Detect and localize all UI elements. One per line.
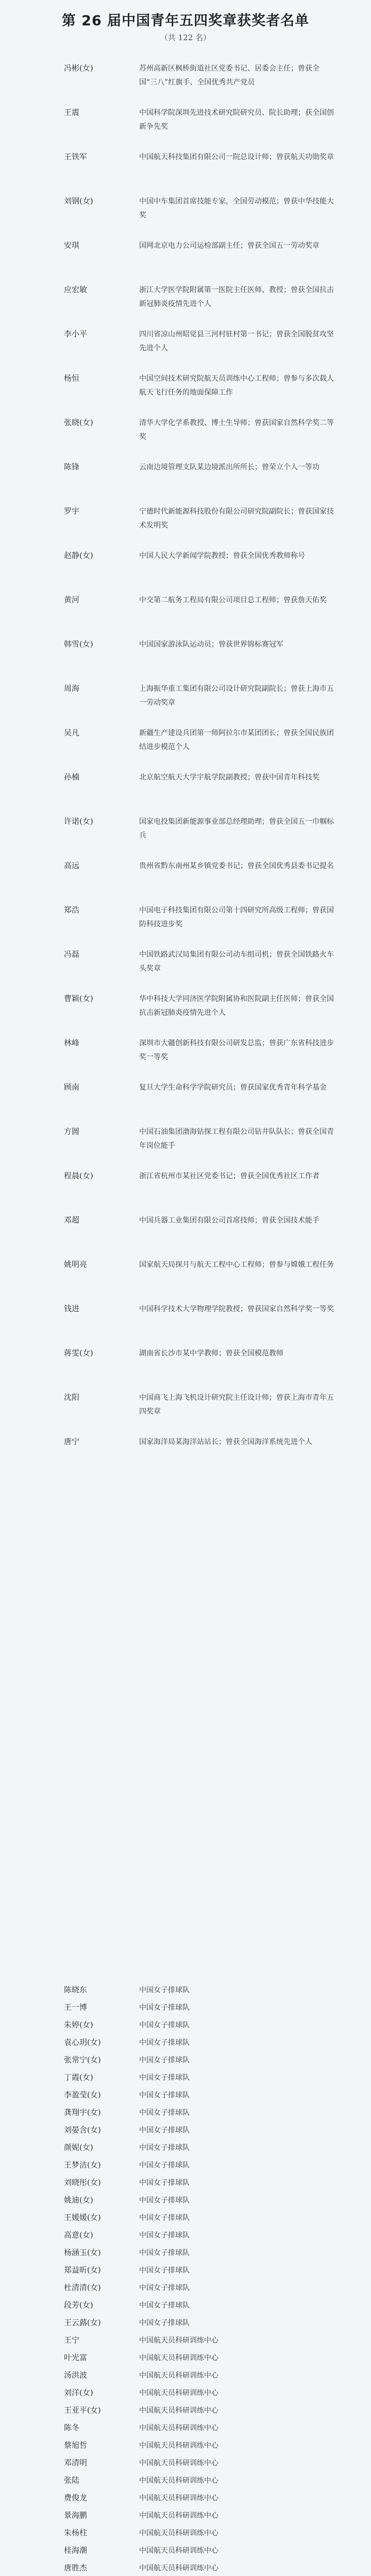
award-name: 高意(女) [64, 2230, 93, 2240]
entry-name: 钱进 [64, 1304, 80, 1313]
award-name: 王云蕗(女) [64, 2318, 101, 2327]
entry-name: 韩雪(女) [64, 639, 93, 649]
entry-name: 蒋雯(女) [64, 1348, 93, 1358]
entry-name: 邓超 [64, 1215, 80, 1225]
entry-description: 贵州省黔东南州某乡镇党委书记；曾获全国优秀县委书记提名 [139, 862, 334, 870]
entry-name: 赵静(女) [64, 551, 93, 560]
award-team: 中国航天员科研训练中心 [139, 2494, 218, 2502]
award-name: 叶光富 [64, 2353, 88, 2362]
award-team: 中国航天员科研训练中心 [139, 2547, 218, 2555]
entry-name: 张晓(女) [64, 418, 93, 427]
page-title: 第 26 届中国青年五四奖章获奖者名单 [61, 13, 310, 29]
entry-name: 方圆 [64, 1127, 80, 1136]
award-name: 邓清明 [64, 2458, 88, 2467]
entry-description: 中国科学技术大学物理学院教授；曾获国家自然科学奖一等奖 [139, 1305, 334, 1313]
award-name: 桂海潮 [64, 2546, 88, 2555]
entry-name: 杨恒 [64, 374, 80, 383]
award-team: 中国航天员科研训练中心 [139, 2406, 218, 2415]
award-name: 费俊龙 [64, 2493, 88, 2502]
award-name: 王梦洁(女) [64, 2160, 101, 2170]
entry-description: 华中科技大学同济医学院附属协和医院副主任医师；曾获全国抗击新冠肺炎疫情先进个人 [139, 995, 334, 1017]
award-name: 杨涵玉(女) [64, 2248, 101, 2257]
award-team: 中国女子排球队 [139, 2074, 190, 2082]
award-team: 中国航天员科研训练中心 [139, 2512, 218, 2520]
award-name: 王一博 [64, 2003, 88, 2012]
award-team: 中国航天员科研训练中心 [139, 2529, 218, 2537]
entry-description: 复旦大学生命科学学院研究员；曾获国家优秀青年科学基金 [139, 1083, 327, 1092]
entry-description: 深圳市大疆创新科技有限公司研发总监；曾获广东省科技进步奖一等奖 [139, 1039, 334, 1061]
entry-description: 国家航天局探月与航天工程中心工程师；曾参与嫦娥工程任务 [139, 1261, 334, 1269]
award-team: 中国女子排球队 [139, 2091, 190, 2099]
award-name: 朱杨柱 [64, 2528, 88, 2537]
entry-name: 罗宇 [64, 506, 80, 516]
award-name: 王宁 [64, 2335, 80, 2345]
award-team: 中国女子排球队 [139, 2319, 190, 2327]
award-team: 中国女子排球队 [139, 2109, 190, 2117]
entry-description: 国家电投集团新能源事业部总经理助理；曾获全国五一巾帼标兵 [139, 818, 334, 840]
entry-name: 黄河 [64, 595, 80, 604]
entry-name: 李小平 [64, 329, 88, 338]
entry-name: 王震 [64, 108, 80, 117]
entry-description: 浙江大学医学院附属第一医院主任医师、教授；曾获全国抗击新冠肺炎疫情先进个人 [139, 286, 334, 308]
award-team: 中国女子排球队 [139, 2144, 190, 2152]
entry-description: 中国人民大学新闻学院教授；曾获全国优秀教师称号 [139, 552, 305, 560]
award-team: 中国女子排球队 [139, 2021, 190, 2029]
entry-description: 湖南省长沙市某中学教师；曾获全国模范教师 [139, 1349, 283, 1358]
entry-name: 周海 [64, 684, 80, 693]
entry-name: 顾南 [64, 1082, 80, 1092]
award-team: 中国女子排球队 [139, 2284, 190, 2292]
entry-description: 中国铁路武汉局集团有限公司动车组司机；曾获全国铁路火车头奖章 [139, 951, 334, 973]
award-name: 陈晓东 [64, 1985, 88, 1994]
entry-name: 刘钢(女) [64, 196, 93, 206]
award-team: 中国女子排球队 [139, 2266, 190, 2275]
page-subtitle: （共 122 名） [160, 33, 211, 42]
entry-description: 中国航天科技集团有限公司一院总设计师；曾获航天功勋奖章 [139, 153, 334, 161]
award-team: 中国航天员科研训练中心 [139, 2442, 218, 2450]
entry-description: 北京航空航天大学宇航学院副教授；曾获中国青年科技奖 [139, 773, 319, 782]
entry-description: 中国商飞上海飞机设计研究院主任设计师；曾获上海市青年五四奖章 [139, 1394, 334, 1416]
entry-name: 吴凡 [64, 728, 80, 737]
award-name: 刘洋(女) [64, 2388, 93, 2397]
entry-name: 沈阳 [64, 1393, 80, 1402]
entry-name: 孙楠 [64, 772, 80, 782]
entry-description: 四川省凉山州昭觉县三河村驻村第一书记；曾获全国脱贫攻坚先进个人 [139, 330, 334, 352]
entry-name: 姚明亮 [64, 1260, 88, 1269]
award-name: 汤洪波 [64, 2370, 88, 2380]
award-team: 中国航天员科研训练中心 [139, 2354, 218, 2362]
entry-name: 程晨(女) [64, 1171, 93, 1180]
award-team: 中国女子排球队 [139, 2126, 190, 2134]
entry-name: 林峰 [64, 1038, 80, 1047]
award-name: 颜妮(女) [64, 2143, 93, 2152]
entry-name: 许诺(女) [64, 817, 93, 826]
entry-name: 唐宁 [64, 1437, 80, 1446]
award-team: 中国女子排球队 [139, 1986, 190, 1994]
entry-description: 中国中车集团首席技能专家，全国劳动模范；曾获中华技能大奖 [139, 197, 334, 219]
award-team: 中国航天员科研训练中心 [139, 2459, 218, 2467]
entry-name: 陈锋 [64, 462, 80, 471]
award-team: 中国航天员科研训练中心 [139, 2477, 218, 2485]
award-team: 中国女子排球队 [139, 2179, 190, 2187]
award-name: 袁心玥(女) [64, 2038, 101, 2047]
award-name: 丁霞(女) [64, 2073, 93, 2082]
entry-description: 中交第二航务工程局有限公司项目总工程师；曾获詹天佑奖 [139, 596, 327, 604]
entry-name: 冯彬(女) [64, 63, 93, 73]
entry-description: 苏州高新区枫桥街道社区党委书记、居委会主任；曾获全国“三八”红旗手、全国优秀共产党员 [139, 64, 319, 87]
award-team: 中国女子排球队 [139, 2039, 190, 2047]
entry-name: 安琪 [64, 241, 80, 250]
award-name: 景海鹏 [64, 2511, 88, 2520]
award-name: 蔡旭哲 [64, 2441, 88, 2450]
award-name: 郑益昕(女) [64, 2265, 101, 2275]
award-team: 中国航天员科研训练中心 [139, 2336, 218, 2345]
award-name: 朱婷(女) [64, 2020, 93, 2029]
award-name: 张常宁(女) [64, 2055, 101, 2064]
award-name: 姚迪(女) [64, 2195, 93, 2205]
entry-name: 王铁军 [64, 152, 88, 161]
entry-description: 浙江省杭州市某社区党委书记；曾获全国优秀社区工作者 [139, 1172, 319, 1180]
award-team: 中国航天员科研训练中心 [139, 2564, 218, 2572]
entry-description: 中国空间技术研究院航天员训练中心工程师；曾参与多次载人航天飞行任务的地面保障工作 [139, 375, 334, 397]
award-team: 中国航天员科研训练中心 [139, 2389, 218, 2397]
award-name: 唐胜杰 [64, 2563, 88, 2572]
entry-description: 国家海洋局某海洋站站长；曾获全国海洋系统先进个人 [139, 1438, 312, 1446]
award-name: 王媛媛(女) [64, 2213, 101, 2222]
award-team: 中国女子排球队 [139, 2231, 190, 2240]
award-name: 王亚平(女) [64, 2405, 101, 2415]
award-name: 陈冬 [64, 2423, 80, 2432]
entry-name: 应宏敏 [64, 285, 88, 294]
entry-description: 中国科学院深圳先进技术研究院研究员、院长助理；获全国创新争先奖 [139, 109, 334, 131]
award-name: 刘晓彤(女) [64, 2178, 101, 2187]
award-team: 中国航天员科研训练中心 [139, 2371, 218, 2380]
entry-description: 清华大学化学系教授、博士生导师；曾获国家自然科学奖二等奖 [139, 419, 334, 441]
award-team: 中国女子排球队 [139, 2249, 190, 2257]
award-name: 李盈莹(女) [64, 2090, 101, 2099]
award-name: 张陆 [64, 2476, 80, 2485]
award-team: 中国女子排球队 [139, 2301, 190, 2310]
award-team: 中国女子排球队 [139, 2004, 190, 2012]
award-team: 中国女子排球队 [139, 2196, 190, 2205]
entry-description: 国网北京电力公司运检部副主任；曾获全国五一劳动奖章 [139, 242, 319, 250]
entry-description: 中国石油集团渤海钻探工程有限公司钻井队队长；曾获全国青年岗位能手 [139, 1128, 334, 1150]
award-team: 中国女子排球队 [139, 2161, 190, 2170]
award-name: 杜清清(女) [64, 2283, 101, 2292]
entry-description: 宁德时代新能源科技股份有限公司研究院副院长；曾获国家技术发明奖 [139, 507, 334, 530]
award-name: 龚翔宇(女) [64, 2108, 101, 2117]
entry-name: 高远 [64, 861, 80, 870]
entry-description: 中国电子科技集团有限公司第十四研究所高级工程师；曾获国防科技进步奖 [139, 906, 334, 928]
entry-name: 郑浩 [64, 905, 80, 914]
entry-description: 新疆生产建设兵团第一师阿拉尔市某团团长；曾获全国民族团结进步模范个人 [139, 729, 334, 751]
award-team: 中国女子排球队 [139, 2056, 190, 2064]
award-team: 中国女子排球队 [139, 2214, 190, 2222]
award-name: 刘晏含(女) [64, 2125, 101, 2134]
award-name: 段芳(女) [64, 2300, 93, 2310]
entry-description: 中国国家游泳队运动员；曾获世界锦标赛冠军 [139, 640, 283, 649]
entry-name: 曹颖(女) [64, 994, 93, 1003]
entry-description: 中国兵器工业集团有限公司首席技师；曾获全国技术能手 [139, 1216, 319, 1225]
entry-name: 冯磊 [64, 950, 80, 959]
entry-description: 上海振华重工集团有限公司设计研究院副院长；曾获上海市五一劳动奖章 [139, 685, 334, 707]
award-team: 中国航天员科研训练中心 [139, 2424, 218, 2432]
entry-description: 云南边境管理支队某边境派出所所长；曾荣立个人一等功 [139, 463, 319, 471]
